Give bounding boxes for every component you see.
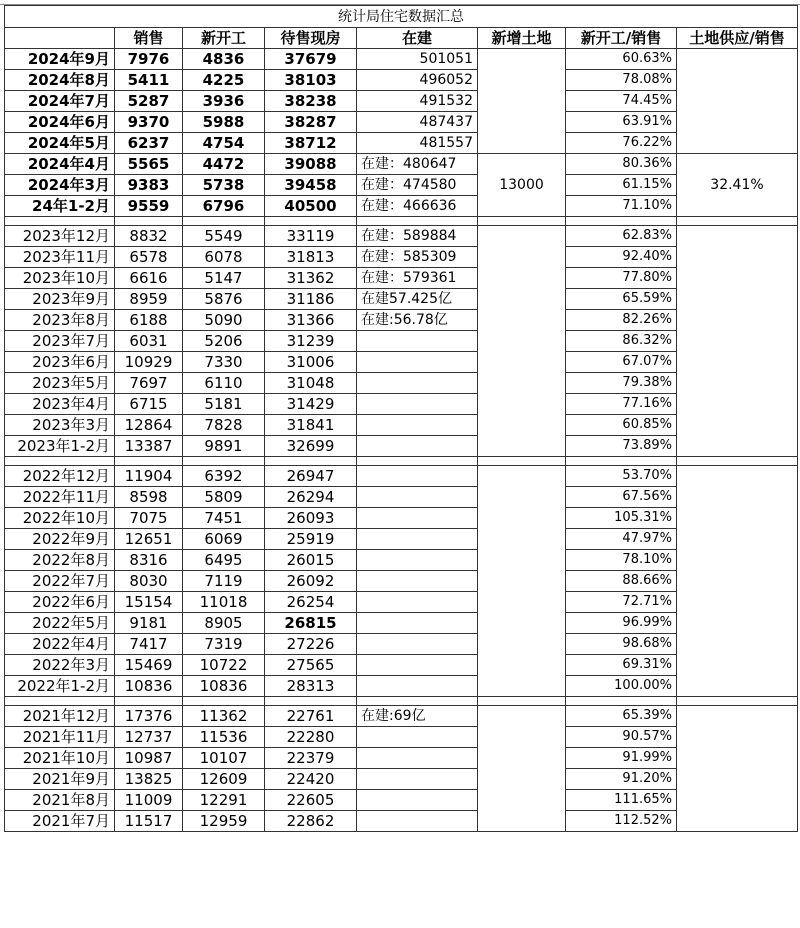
stock-cell: 31362 (265, 268, 357, 289)
ratio-cell: 111.65% (566, 790, 677, 811)
ratio-cell: 69.31% (566, 655, 677, 676)
month-cell: 2024年7月 (5, 91, 115, 112)
ratio-cell: 67.56% (566, 487, 677, 508)
month-cell: 2022年12月 (5, 466, 115, 487)
divider-cell (478, 217, 566, 226)
section-divider (5, 217, 798, 226)
table-title: 统计局住宅数据汇总 (5, 6, 798, 28)
sales-cell: 17376 (115, 706, 183, 727)
sales-cell: 8959 (115, 289, 183, 310)
new-land-cell (478, 226, 566, 457)
stock-cell: 39088 (265, 154, 357, 175)
stock-cell: 38238 (265, 91, 357, 112)
month-cell: 2022年7月 (5, 571, 115, 592)
construction-cell (357, 676, 478, 697)
construction-cell (357, 352, 478, 373)
month-cell: 2023年6月 (5, 352, 115, 373)
housing-data-table (4, 5, 798, 832)
month-cell: 2021年11月 (5, 727, 115, 748)
new-land-cell (478, 466, 566, 697)
ratio-cell: 82.26% (566, 310, 677, 331)
ratio-cell: 105.31% (566, 508, 677, 529)
divider-cell (478, 457, 566, 466)
month-cell: 2023年3月 (5, 415, 115, 436)
month-cell: 2022年8月 (5, 550, 115, 571)
month-cell: 2022年3月 (5, 655, 115, 676)
ratio-cell: 63.91% (566, 112, 677, 133)
stock-cell: 26815 (265, 613, 357, 634)
header-stock: 待售现房 (265, 28, 357, 49)
ratio-cell: 112.52% (566, 811, 677, 832)
month-cell: 2021年8月 (5, 790, 115, 811)
month-cell: 2021年12月 (5, 706, 115, 727)
sales-cell: 6031 (115, 331, 183, 352)
table-body (5, 6, 798, 832)
new-start-cell: 5206 (183, 331, 265, 352)
month-cell: 2023年5月 (5, 373, 115, 394)
new-start-cell: 5147 (183, 268, 265, 289)
land-ratio-cell (677, 466, 798, 697)
stock-cell: 31239 (265, 331, 357, 352)
new-start-cell: 7119 (183, 571, 265, 592)
new-start-cell: 11536 (183, 727, 265, 748)
ratio-cell: 98.68% (566, 634, 677, 655)
month-cell: 2023年10月 (5, 268, 115, 289)
month-cell: 2024年5月 (5, 133, 115, 154)
construction-cell: 在建：480647 (357, 154, 478, 175)
sales-cell: 10929 (115, 352, 183, 373)
new-start-cell: 5181 (183, 394, 265, 415)
stock-cell: 38103 (265, 70, 357, 91)
stock-cell: 38287 (265, 112, 357, 133)
stock-cell: 22420 (265, 769, 357, 790)
ratio-cell: 78.08% (566, 70, 677, 91)
stock-cell: 40500 (265, 196, 357, 217)
sales-cell: 6237 (115, 133, 183, 154)
ratio-cell: 76.22% (566, 133, 677, 154)
sales-cell: 12651 (115, 529, 183, 550)
divider-cell (183, 217, 265, 226)
month-cell: 2022年10月 (5, 508, 115, 529)
divider-cell (115, 697, 183, 706)
stock-cell: 25919 (265, 529, 357, 550)
stock-cell: 26947 (265, 466, 357, 487)
sales-cell: 9383 (115, 175, 183, 196)
construction-cell (357, 769, 478, 790)
ratio-cell: 77.80% (566, 268, 677, 289)
sales-cell: 7976 (115, 49, 183, 70)
construction-cell: 在建:56.78亿 (357, 310, 478, 331)
divider-cell (357, 697, 478, 706)
sales-cell: 7075 (115, 508, 183, 529)
sales-cell: 6578 (115, 247, 183, 268)
sales-cell: 13825 (115, 769, 183, 790)
sales-cell: 7697 (115, 373, 183, 394)
sales-cell: 15154 (115, 592, 183, 613)
sales-cell: 12737 (115, 727, 183, 748)
new-start-cell: 10107 (183, 748, 265, 769)
new-start-cell: 12959 (183, 811, 265, 832)
new-start-cell: 12609 (183, 769, 265, 790)
divider-cell (265, 217, 357, 226)
table-row (5, 466, 798, 487)
stock-cell: 31048 (265, 373, 357, 394)
month-cell: 2024年4月 (5, 154, 115, 175)
header-new-land: 新增土地 (478, 28, 566, 49)
new-start-cell: 4225 (183, 70, 265, 91)
stock-cell: 31429 (265, 394, 357, 415)
new-start-cell: 5809 (183, 487, 265, 508)
ratio-cell: 67.07% (566, 352, 677, 373)
new-start-cell: 6796 (183, 196, 265, 217)
construction-cell: 在建：585309 (357, 247, 478, 268)
stock-cell: 31186 (265, 289, 357, 310)
month-cell: 2023年1-2月 (5, 436, 115, 457)
divider-cell (265, 457, 357, 466)
sales-cell: 9370 (115, 112, 183, 133)
stock-cell: 26093 (265, 508, 357, 529)
month-cell: 2024年9月 (5, 49, 115, 70)
month-cell: 2023年4月 (5, 394, 115, 415)
sales-cell: 6188 (115, 310, 183, 331)
ratio-cell: 62.83% (566, 226, 677, 247)
ratio-cell: 96.99% (566, 613, 677, 634)
land-ratio-cell (677, 706, 798, 832)
sales-cell: 9559 (115, 196, 183, 217)
header-sales: 销售 (115, 28, 183, 49)
new-start-cell: 8905 (183, 613, 265, 634)
sales-cell: 6616 (115, 268, 183, 289)
stock-cell: 31841 (265, 415, 357, 436)
new-start-cell: 9891 (183, 436, 265, 457)
construction-cell (357, 727, 478, 748)
new-start-cell: 4472 (183, 154, 265, 175)
ratio-cell: 65.59% (566, 289, 677, 310)
construction-cell (357, 436, 478, 457)
construction-cell (357, 394, 478, 415)
construction-cell (357, 487, 478, 508)
month-cell: 2022年11月 (5, 487, 115, 508)
divider-cell (566, 697, 677, 706)
construction-cell (357, 415, 478, 436)
ratio-cell: 74.45% (566, 91, 677, 112)
stock-cell: 26254 (265, 592, 357, 613)
month-cell: 2024年6月 (5, 112, 115, 133)
new-start-cell: 3936 (183, 91, 265, 112)
month-cell: 2022年5月 (5, 613, 115, 634)
stock-cell: 31006 (265, 352, 357, 373)
new-start-cell: 5738 (183, 175, 265, 196)
construction-cell: 481557 (357, 133, 478, 154)
divider-cell (677, 457, 798, 466)
stock-cell: 22862 (265, 811, 357, 832)
month-cell: 24年1-2月 (5, 196, 115, 217)
month-cell: 2023年12月 (5, 226, 115, 247)
sales-cell: 9181 (115, 613, 183, 634)
sales-cell: 5565 (115, 154, 183, 175)
ratio-cell: 90.57% (566, 727, 677, 748)
header-row (5, 28, 798, 49)
stock-cell: 33119 (265, 226, 357, 247)
month-cell: 2022年1-2月 (5, 676, 115, 697)
sales-cell: 5411 (115, 70, 183, 91)
construction-cell: 496052 (357, 70, 478, 91)
sales-cell: 10987 (115, 748, 183, 769)
new-start-cell: 5090 (183, 310, 265, 331)
construction-cell (357, 466, 478, 487)
sales-cell: 7417 (115, 634, 183, 655)
divider-cell (566, 457, 677, 466)
divider-cell (183, 457, 265, 466)
stock-cell: 22761 (265, 706, 357, 727)
land-ratio-2024 (677, 49, 798, 154)
construction-cell (357, 811, 478, 832)
section-divider (5, 457, 798, 466)
stock-cell: 38712 (265, 133, 357, 154)
ratio-cell: 73.89% (566, 436, 677, 457)
ratio-cell: 80.36% (566, 154, 677, 175)
ratio-cell: 60.85% (566, 415, 677, 436)
new-land-cell (478, 706, 566, 832)
month-cell: 2024年3月 (5, 175, 115, 196)
header-month (5, 28, 115, 49)
sales-cell: 10836 (115, 676, 183, 697)
divider-cell (115, 217, 183, 226)
divider-cell (357, 217, 478, 226)
ratio-cell: 77.16% (566, 394, 677, 415)
construction-cell (357, 748, 478, 769)
month-cell: 2022年4月 (5, 634, 115, 655)
section-divider (5, 697, 798, 706)
header-under-construction: 在建 (357, 28, 478, 49)
month-cell: 2024年8月 (5, 70, 115, 91)
ratio-cell: 91.99% (566, 748, 677, 769)
construction-cell: 在建:69亿 (357, 706, 478, 727)
stock-cell: 22379 (265, 748, 357, 769)
month-cell: 2022年9月 (5, 529, 115, 550)
stock-cell: 32699 (265, 436, 357, 457)
construction-cell (357, 529, 478, 550)
ratio-cell: 47.97% (566, 529, 677, 550)
new-start-cell: 7319 (183, 634, 265, 655)
header-new-start: 新开工 (183, 28, 265, 49)
ratio-cell: 78.10% (566, 550, 677, 571)
new-start-cell: 6495 (183, 550, 265, 571)
construction-cell: 在建：579361 (357, 268, 478, 289)
divider-cell (478, 697, 566, 706)
land-ratio-cell (677, 226, 798, 457)
sales-cell: 11517 (115, 811, 183, 832)
stock-cell: 26092 (265, 571, 357, 592)
divider-cell (5, 697, 115, 706)
new-start-cell: 5988 (183, 112, 265, 133)
sales-cell: 6715 (115, 394, 183, 415)
divider-cell (265, 697, 357, 706)
stock-cell: 22605 (265, 790, 357, 811)
construction-cell: 487437 (357, 112, 478, 133)
stock-cell: 26294 (265, 487, 357, 508)
new-start-cell: 6078 (183, 247, 265, 268)
land-ratio-2024-q: 32.41% (677, 154, 798, 217)
ratio-cell: 88.66% (566, 571, 677, 592)
sales-cell: 11009 (115, 790, 183, 811)
construction-cell (357, 331, 478, 352)
sales-cell: 8030 (115, 571, 183, 592)
new-start-cell: 11018 (183, 592, 265, 613)
construction-cell (357, 508, 478, 529)
divider-cell (5, 457, 115, 466)
construction-cell: 501051 (357, 49, 478, 70)
ratio-cell: 72.71% (566, 592, 677, 613)
sales-cell: 8832 (115, 226, 183, 247)
sales-cell: 5287 (115, 91, 183, 112)
ratio-cell: 60.63% (566, 49, 677, 70)
table-row (5, 226, 798, 247)
ratio-cell: 61.15% (566, 175, 677, 196)
ratio-cell: 100.00% (566, 676, 677, 697)
divider-cell (677, 697, 798, 706)
new-start-cell: 5876 (183, 289, 265, 310)
stock-cell: 27226 (265, 634, 357, 655)
ratio-cell: 79.38% (566, 373, 677, 394)
new-start-cell: 6110 (183, 373, 265, 394)
new-start-cell: 4836 (183, 49, 265, 70)
divider-cell (677, 217, 798, 226)
month-cell: 2021年9月 (5, 769, 115, 790)
new-start-cell: 11362 (183, 706, 265, 727)
stock-cell: 27565 (265, 655, 357, 676)
construction-cell (357, 655, 478, 676)
new-start-cell: 4754 (183, 133, 265, 154)
new-start-cell: 7330 (183, 352, 265, 373)
stock-cell: 22280 (265, 727, 357, 748)
new-start-cell: 7828 (183, 415, 265, 436)
table-row (5, 49, 798, 70)
sales-cell: 8316 (115, 550, 183, 571)
divider-cell (183, 697, 265, 706)
ratio-cell: 65.39% (566, 706, 677, 727)
construction-cell: 491532 (357, 91, 478, 112)
month-cell: 2023年8月 (5, 310, 115, 331)
new-land-empty (478, 49, 566, 154)
new-start-cell: 5549 (183, 226, 265, 247)
month-cell: 2022年6月 (5, 592, 115, 613)
sales-cell: 12864 (115, 415, 183, 436)
new-start-cell: 6392 (183, 466, 265, 487)
new-start-cell: 6069 (183, 529, 265, 550)
ratio-cell: 53.70% (566, 466, 677, 487)
table-row (5, 154, 798, 175)
divider-cell (566, 217, 677, 226)
month-cell: 2023年11月 (5, 247, 115, 268)
table-row (5, 706, 798, 727)
construction-cell (357, 613, 478, 634)
sales-cell: 8598 (115, 487, 183, 508)
new-start-cell: 10722 (183, 655, 265, 676)
construction-cell (357, 373, 478, 394)
stock-cell: 26015 (265, 550, 357, 571)
stock-cell: 39458 (265, 175, 357, 196)
construction-cell (357, 550, 478, 571)
month-cell: 2023年9月 (5, 289, 115, 310)
divider-cell (5, 217, 115, 226)
construction-cell (357, 592, 478, 613)
stock-cell: 31813 (265, 247, 357, 268)
ratio-cell: 71.10% (566, 196, 677, 217)
month-cell: 2021年10月 (5, 748, 115, 769)
stock-cell: 37679 (265, 49, 357, 70)
month-cell: 2021年7月 (5, 811, 115, 832)
divider-cell (115, 457, 183, 466)
new-start-cell: 7451 (183, 508, 265, 529)
stock-cell: 31366 (265, 310, 357, 331)
ratio-cell: 86.32% (566, 331, 677, 352)
ratio-cell: 91.20% (566, 769, 677, 790)
construction-cell (357, 571, 478, 592)
new-land-cell: 13000 (478, 154, 566, 217)
header-land-sales-ratio: 土地供应/销售 (677, 28, 798, 49)
header-start-sales-ratio: 新开工/销售 (566, 28, 677, 49)
stock-cell: 28313 (265, 676, 357, 697)
sales-cell: 15469 (115, 655, 183, 676)
sales-cell: 13387 (115, 436, 183, 457)
new-start-cell: 10836 (183, 676, 265, 697)
sales-cell: 11904 (115, 466, 183, 487)
divider-cell (357, 457, 478, 466)
construction-cell (357, 634, 478, 655)
month-cell: 2023年7月 (5, 331, 115, 352)
construction-cell: 在建：589884 (357, 226, 478, 247)
construction-cell: 在建57.425亿 (357, 289, 478, 310)
construction-cell (357, 790, 478, 811)
construction-cell: 在建：466636 (357, 196, 478, 217)
construction-cell: 在建：474580 (357, 175, 478, 196)
new-start-cell: 12291 (183, 790, 265, 811)
ratio-cell: 92.40% (566, 247, 677, 268)
